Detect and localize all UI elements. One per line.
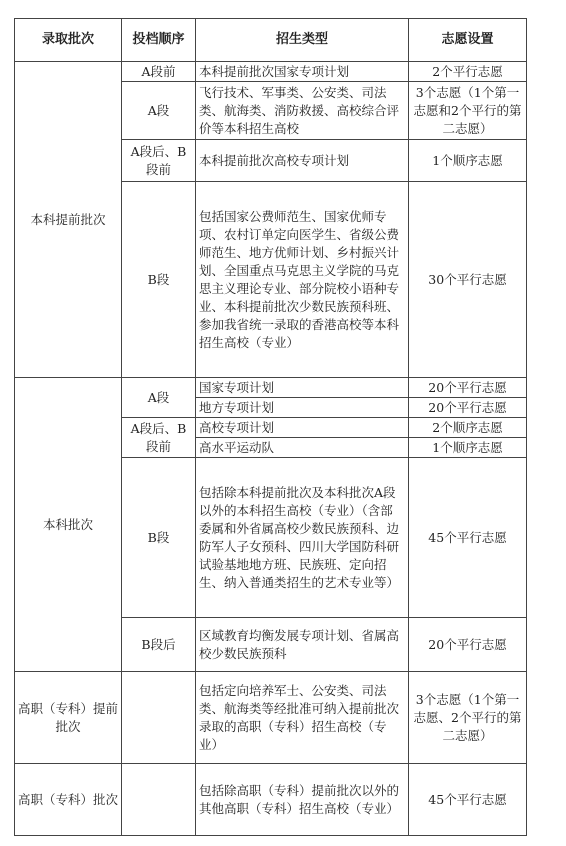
setting-cell: 2个顺序志愿 (409, 418, 527, 438)
order-cell: B段后 (122, 618, 196, 672)
batch-cell: 高职（专科）批次 (15, 764, 122, 836)
order-cell: B段 (122, 458, 196, 618)
type-cell: 高校专项计划 (196, 418, 409, 438)
type-cell: 区域教育均衡发展专项计划、省属高校少数民族预科 (196, 618, 409, 672)
type-cell: 地方专项计划 (196, 398, 409, 418)
setting-cell: 45个平行志愿 (409, 764, 527, 836)
type-cell: 高水平运动队 (196, 438, 409, 458)
setting-cell: 30个平行志愿 (409, 182, 527, 378)
order-cell-empty (122, 672, 196, 764)
table-row (15, 378, 527, 398)
table-row (15, 672, 527, 764)
type-cell: 包括除本科提前批次及本科批次A段以外的本科招生高校（专业）（含部委属和外省属高校少数民族预科、边防军人子女预科、四川大学国防科研试验基地地方班、民族班、定向招生、纳入普通类招生的艺术专业等） (196, 458, 409, 618)
header-type: 招生类型 (196, 19, 409, 62)
order-cell: A段前 (122, 62, 196, 82)
type-cell: 包括除高职（专科）提前批次以外的其他高职（专科）招生高校（专业） (196, 764, 409, 836)
setting-cell: 3个志愿（1个第一志愿、2个平行的第二志愿） (409, 672, 527, 764)
header-order: 投档顺序 (122, 19, 196, 62)
setting-cell: 20个平行志愿 (409, 378, 527, 398)
setting-cell: 2个平行志愿 (409, 62, 527, 82)
type-cell: 国家专项计划 (196, 378, 409, 398)
batch-cell: 本科提前批次 (15, 62, 122, 378)
header-row (15, 19, 527, 62)
setting-cell: 20个平行志愿 (409, 618, 527, 672)
type-cell: 包括国家公费师范生、国家优师专项、农村订单定向医学生、省级公费师范生、地方优师计划、乡村振兴计划、全国重点马克思主义学院的马克思主义理论专业、部分院校小语种专业、本科提前批次少数民族预科班、参加我省统一录取的香港高校等本科招生高校（专业） (196, 182, 409, 378)
order-cell: A段 (122, 378, 196, 418)
batch-cell: 本科批次 (15, 378, 122, 672)
type-cell: 本科提前批次国家专项计划 (196, 62, 409, 82)
type-cell: 本科提前批次高校专项计划 (196, 140, 409, 182)
type-cell: 飞行技术、军事类、公安类、司法类、航海类、消防救援、高校综合评价等本科招生高校 (196, 82, 409, 140)
setting-cell: 1个顺序志愿 (409, 140, 527, 182)
admission-table (14, 18, 527, 836)
table-row (15, 764, 527, 836)
batch-cell: 高职（专科）提前批次 (15, 672, 122, 764)
setting-cell: 20个平行志愿 (409, 398, 527, 418)
order-cell: A段后、B段前 (122, 140, 196, 182)
setting-cell: 3个志愿（1个第一志愿和2个平行的第二志愿） (409, 82, 527, 140)
order-cell-empty (122, 764, 196, 836)
order-cell: B段 (122, 182, 196, 378)
header-batch: 录取批次 (15, 19, 122, 62)
order-cell: A段后、B段前 (122, 418, 196, 458)
table-row (15, 62, 527, 82)
order-cell: A段 (122, 82, 196, 140)
type-cell: 包括定向培养军士、公安类、司法类、航海类等经批准可纳入提前批次录取的高职（专科）招生高校（专业） (196, 672, 409, 764)
setting-cell: 45个平行志愿 (409, 458, 527, 618)
setting-cell: 1个顺序志愿 (409, 438, 527, 458)
header-setting: 志愿设置 (409, 19, 527, 62)
